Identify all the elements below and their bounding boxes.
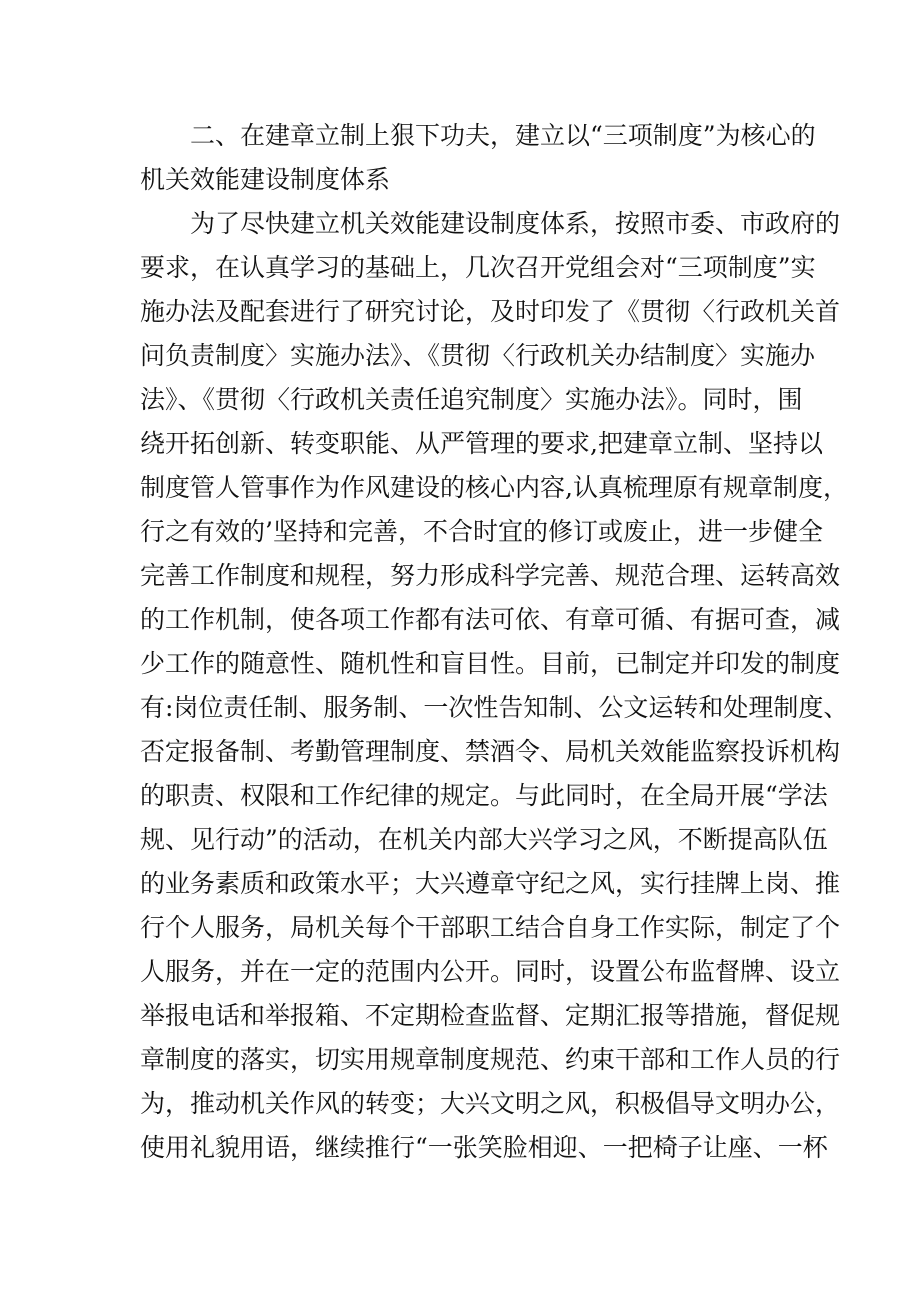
section-heading-line-2: 机关效能建设制度体系	[140, 165, 391, 194]
paragraph-line: 为，推动机关作风的转变；大兴文明之风，积极倡导文明办公，	[140, 1089, 841, 1118]
paragraph-line: 法》、《贯彻〈行政机关责任追究制度〉实施办法》。同时，围	[140, 385, 803, 414]
section-heading-line-1: 二、在建章立制上狠下功夫，建立以“三项制度”为核心的	[190, 121, 816, 150]
paragraph-line: 章制度的落实，切实用规章制度规范、约束干部和工作人员的行	[140, 1045, 841, 1074]
paragraph-line: 完善工作制度和规程，努力形成科学完善、规范合理、运转高效	[140, 561, 841, 590]
paragraph-line: 为了尽快建立机关效能建设制度体系，按照市委、市政府的	[190, 209, 841, 238]
paragraph-line: 规、见行动”的活动，在机关内部大兴学习之风，不断提高队伍	[140, 825, 828, 854]
paragraph-line: 制度管人管事作为作风建设的核心内容,认真梳理原有规章制度，	[140, 473, 848, 502]
paragraph-line: 的工作机制，使各项工作都有法可依、有章可循、有据可查，减	[140, 605, 841, 634]
paragraph-line: 使用礼貌用语，继续推行“一张笑脸相迎、一把椅子让座、一杯	[140, 1133, 828, 1162]
paragraph-line: 问负责制度〉实施办法》、《贯彻〈行政机关办结制度〉实施办	[140, 341, 816, 370]
paragraph-line: 有:岗位责任制、服务制、一次性告知制、公文运转和处理制度、	[140, 693, 849, 722]
paragraph-line: 举报电话和举报箱、不定期检查监督、定期汇报等措施，督促规	[140, 1001, 841, 1030]
paragraph-line: 的职责、权限和工作纪律的规定。与此同时，在全局开展“学法	[140, 781, 828, 810]
paragraph-line: 要求，在认真学习的基础上，几次召开党组会对“三项制度”实	[140, 253, 816, 282]
paragraph-line: 行之有效的’坚持和完善，不合时宜的修订或废止，进一步健全	[140, 517, 823, 546]
paragraph-line: 否定报备制、考勤管理制度、禁酒令、局机关效能监察投诉机构	[140, 737, 841, 766]
paragraph-line: 少工作的随意性、随机性和盲目性。目前，已制定并印发的制度	[140, 649, 841, 678]
paragraph-line: 的业务素质和政策水平；大兴遵章守纪之风，实行挂牌上岗、推	[140, 869, 841, 898]
paragraph-line: 行个人服务，局机关每个干部职工结合自身工作实际，制定了个	[140, 913, 841, 942]
paragraph-line: 绕开拓创新、转变职能、从严管理的要求,把建章立制、坚持以	[140, 429, 823, 458]
paragraph-line: 人服务，并在一定的范围内公开。同时，设置公布监督牌、设立	[140, 957, 841, 986]
paragraph-line: 施办法及配套进行了研究讨论，及时印发了《贯彻〈行政机关首	[140, 297, 841, 326]
